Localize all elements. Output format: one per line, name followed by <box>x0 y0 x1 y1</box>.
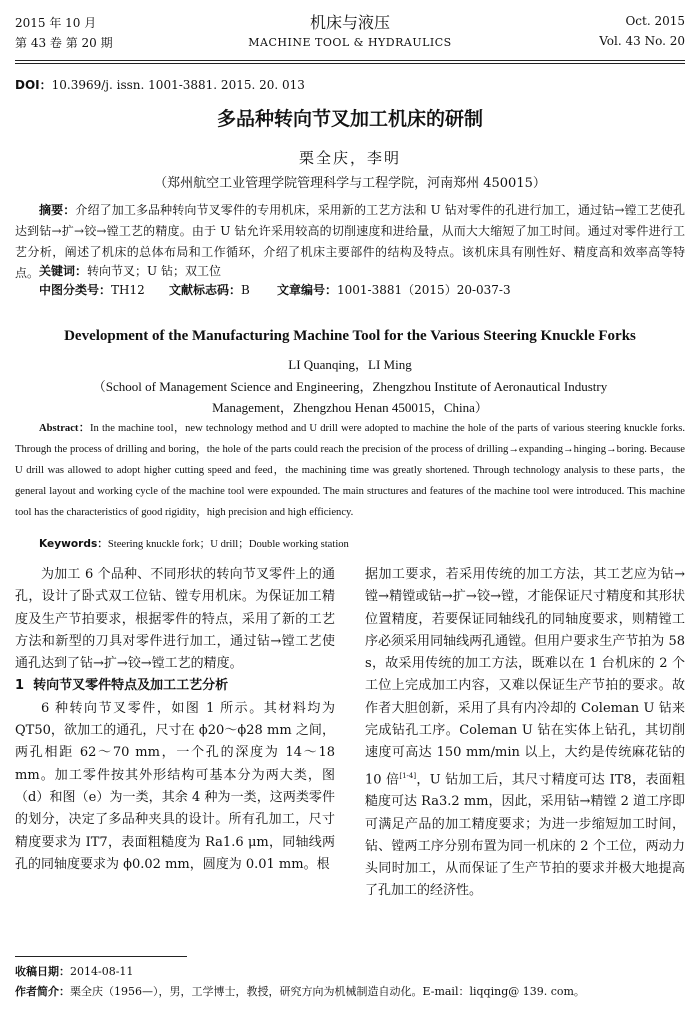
section-1-title: 转向节叉零件特点及加工工艺分析 <box>33 678 229 694</box>
received-date <box>15 963 133 981</box>
doi-line <box>15 76 305 93</box>
running-header <box>0 0 700 60</box>
abstract-en-text: In the machine tool，new technology method and U drill were adopted to machine the hole of the parts of various steering knuckle forks. Through the process of drilling and boring，the hole of the parts could reach the precision of the process of drilling→expanding→hinging→boring. Because U drill was allowed to adopt higher cutting speed and feed，the machining time was greatly shortened. Through technology analysis to these parts，the general layout and working cycle of the machine tool were expounded. The main structures and features of the machine tool were introduced. This machine tool has the characteristics of good rigidity，high precision and high efficiency. <box>15 423 686 518</box>
abstract-cn-text: 介绍了加工多品种转向节叉零件的专用机床，采用新的工艺方法和 U 钻对零件的孔进行加工，通过钻→镗工艺使孔达到钻→扩→铰→镗工艺的精度。由于 U 钻允许采用较高的切削速度和进给量，从而大大缩短了加工时间。通过对零件进行工艺分析，阐述了机床的总体布局和工作循环，介绍了机床主要部件的结构及特点。该机床具有刚性好、精度高和效率高等特点。 <box>15 203 685 280</box>
footnote-rule <box>15 956 187 957</box>
keywords-en-text: Steering knuckle fork；U drill；Double working station <box>107 539 349 550</box>
bio-text: 栗全庆（1956—），男，工学博士，教授，研究方向为机械制造自动化。E-mail：liqqing@ 139. com。 <box>70 985 585 998</box>
continued-paragraph <box>365 564 685 903</box>
received-value: 2014-08-11 <box>70 965 134 978</box>
keywords-en-label: Keywords： <box>39 538 108 550</box>
authors-cn: 栗全庆，李明 <box>298 149 401 167</box>
journal-name-cn: 机床与液压 <box>309 13 390 32</box>
classification-line <box>39 281 511 299</box>
clc-value: TH12 <box>111 283 145 297</box>
continued-text-b: ，U 钻加工后，其尺寸精度可达 IT8，表面粗糙度可达 Ra3.2 mm，因此，采用钻→精镗 2 道工序即可满足产品的加工精度要求；为进一步缩短加工时间，钻、镗两工序分别布置为同一机床的 2 个工位，两动力头同时加工，从而保证了生产节拍的要求并极大地提高了孔加工的经济性。 <box>365 772 685 899</box>
doc-code-label: 文献标志码： <box>169 283 242 297</box>
keywords-cn-text: 转向节叉；U 钻；双工位 <box>87 264 221 278</box>
keywords-cn-label: 关键词： <box>39 264 88 278</box>
doc-code-value: B <box>241 283 250 297</box>
keywords-en <box>39 536 349 551</box>
intro-paragraph: 为加工 6 个品种、不同形状的转向节叉零件上的通孔，设计了卧式双工位钻、镗专用机床。为保证加工精度及生产节拍要求，根据零件的特点，采用了新的工艺方法和新型的刀具对零件进行加工，通过钻→镗工艺使通孔达到了钻→扩→铰→镗工艺的精度。 <box>15 567 335 672</box>
abstract-en <box>15 418 685 523</box>
clc-label: 中图分类号： <box>39 283 112 297</box>
header-rule <box>15 60 685 61</box>
abstract-en-label: Abstract： <box>39 423 90 434</box>
affiliation-cn: （郑州航空工业管理学院管理科学与工程学院，河南郑州 450015） <box>154 176 546 191</box>
author-bio <box>15 983 585 1001</box>
volume-cn: 第 43 卷 第 20 期 <box>15 36 113 50</box>
paper-title-cn: 多品种转向节叉加工机床的研制 <box>216 108 483 130</box>
section-1-number: 1 <box>15 678 25 694</box>
continued-text-a: 据加工要求，若采用传统的加工方法，其工艺应为钻→镗→精镗或钻→扩→铰→镗，才能保证尺寸精度和其形状位置精度，若要保证同轴线孔的同轴度要求，则精镗工序必须采用同轴线两孔通镗。但用户要求生产节拍为 58 s，故采用传统的加工方法，既难以在 1 台机床的 2 个工位上完成加工内容，又难以保证生产节拍的要求。故作者大胆创新，采用了具有内冷却的 Coleman U 钻来完成钻孔工序。Coleman U 钻在实体上钻孔，其切削速度可高达 150 mm/min 以上，大约是传统麻花钻的 10 倍 <box>365 567 685 787</box>
bio-label: 作者简介： <box>15 985 70 998</box>
article-no-value: 1001-3881（2015）20-037-3 <box>337 283 511 297</box>
paper-title-en: Development of the Manufacturing Machine Tool for the Various Steering Knuckle Forks <box>64 328 636 344</box>
authors-en: LI Quanqing，LI Ming <box>288 357 412 372</box>
received-label: 收稿日期： <box>15 965 70 978</box>
doi-value[interactable]: 10.3969/j. issn. 1001-3881. 2015. 20. 013 <box>51 78 305 92</box>
section-1-heading <box>15 675 335 697</box>
issue-date-en: Oct. 2015 <box>625 14 685 28</box>
affiliation-en: （School of Management Science and Engineering，Zhengzhou Institute of Aeronautical Industry Management，Zhengzhou Henan 450015，China） <box>92 379 608 415</box>
citation-ref[interactable]: [1-4] <box>399 771 417 780</box>
volume-en: Vol. 43 No. 20 <box>599 34 685 48</box>
section-1-paragraph: 6 种转向节叉零件，如图 1 所示。其材料均为 QT50，欲加工的通孔，尺寸在 ϕ20～ϕ28 mm 之间，两孔相距 62～70 mm，一个孔的深度为 14～18 mm。加工零件按其外形结构可基本分为两大类，图（d）和图（e）为一类，其余 4 种为一类，这两类零件的划分，决定了多品种夹具的设计。所有孔加工，尺寸精度要求为 IT7，表面粗糙度为 Ra1.6 μm，同轴线两孔的同轴度要求为 ϕ0.02 mm，圆度为 0.01 mm。根 <box>15 700 335 872</box>
article-no-label: 文章编号： <box>277 283 338 297</box>
header-rule-thin <box>15 63 685 64</box>
body-column-right <box>365 564 685 903</box>
keywords-cn <box>39 262 221 280</box>
body-column-left <box>15 564 335 876</box>
journal-name-en: MACHINE TOOL & HYDRAULICS <box>248 36 452 49</box>
issue-date-cn: 2015 年 10 月 <box>15 16 97 30</box>
abstract-cn-label: 摘要： <box>39 203 76 217</box>
doi-label: DOI： <box>15 78 52 92</box>
